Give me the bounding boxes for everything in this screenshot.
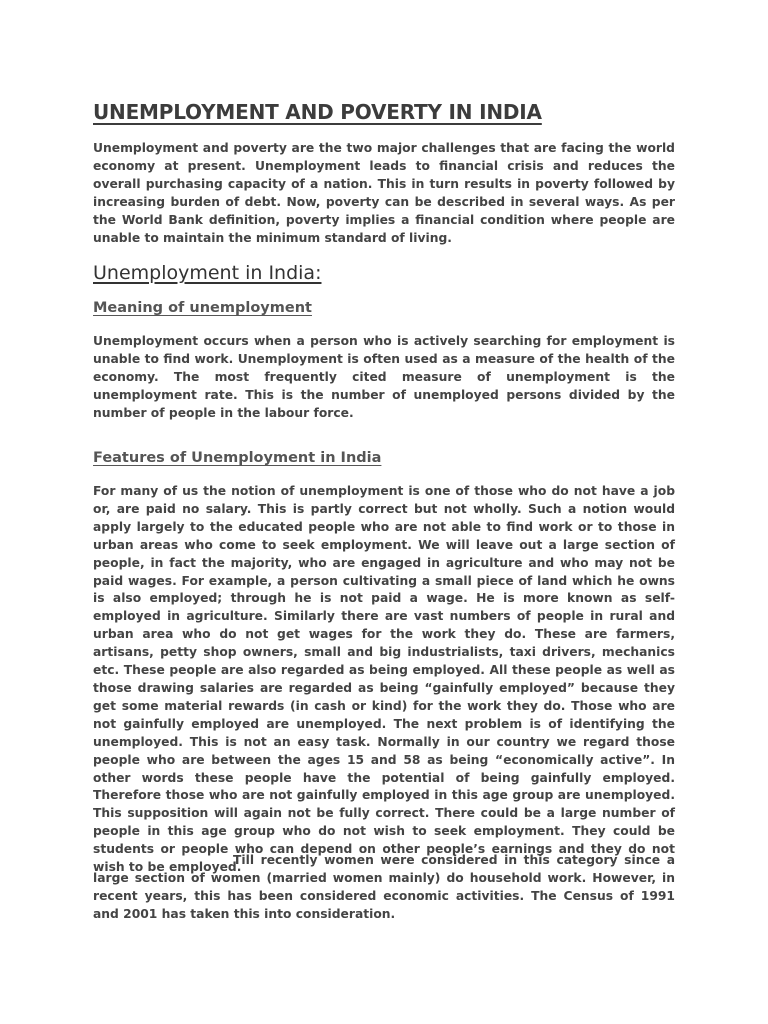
features-heading: Features of Unemployment in India [93,450,382,466]
document-title: UNEMPLOYMENT AND POVERTY IN INDIA [93,100,542,124]
women-paragraph: Till recently women were considered in this category since a large section of women (married women mainly) do household work. However, in recent years, this has been considered economic activities. The Census of 1991 and 2001 has taken this into consideration. [93,853,675,921]
meaning-heading: Meaning of unemployment [93,300,312,316]
section-heading: Unemployment in India: [93,262,322,284]
meaning-paragraph: Unemployment occurs when a person who is actively searching for employment is unable to find work. Unemployment is often used as a measure of the health of the economy. The most frequently cited measure of unemployment is the unemployment rate. This is the number of unemployed persons divided by the number of people in the labour force. [93,334,675,420]
features-paragraph: For many of us the notion of unemployment is one of those who do not have a job or, are paid no salary. This is partly correct but not wholly. Such a notion would apply largely to the educated people who are not able to find work or to those in urban areas who come to seek employment. We will leave out a large section of people, in fact the majority, who are engaged in agriculture and who may not be paid wages. For example, a person cultivating a small piece of land which he owns is also employed; through he is not paid a wage. He is more known as self-employed in agriculture. Similarly there are vast numbers of people in rural and urban area who do not get wages for the work they do. These are farmers, artisans, petty shop owners, small and big industrialists, taxi drivers, mechanics etc. These people are also regarded as being employed. All these people as well as those drawing salaries are regarded as being “gainfully employed” because they get some material rewards (in cash or kind) for the work they do. Those who are not gainfully employed are unemployed. The next problem is of identifying the unemployed. This is not an easy task. Normally in our country we regard those people who are between the ages 15 and 58 as being “economically active”. In other words these people have the potential of being gainfully employed. Therefore those who are not gainfully employed in this age group are unemployed. This supposition will again not be fully correct. There could be a large number of people in this age group who do not wish to seek employment. They could be students or people who can depend on other people’s earnings and they do not wish to be employed. [93,484,675,875]
intro-paragraph: Unemployment and poverty are the two major challenges that are facing the world economy at present. Unemployment leads to financial crisis and reduces the overall purchasing capacity of a nation. This in turn results in poverty followed by increasing burden of debt. Now, poverty can be described in several ways. As per the World Bank definition, poverty implies a financial condition where people are unable to maintain the minimum standard of living. [93,141,675,245]
